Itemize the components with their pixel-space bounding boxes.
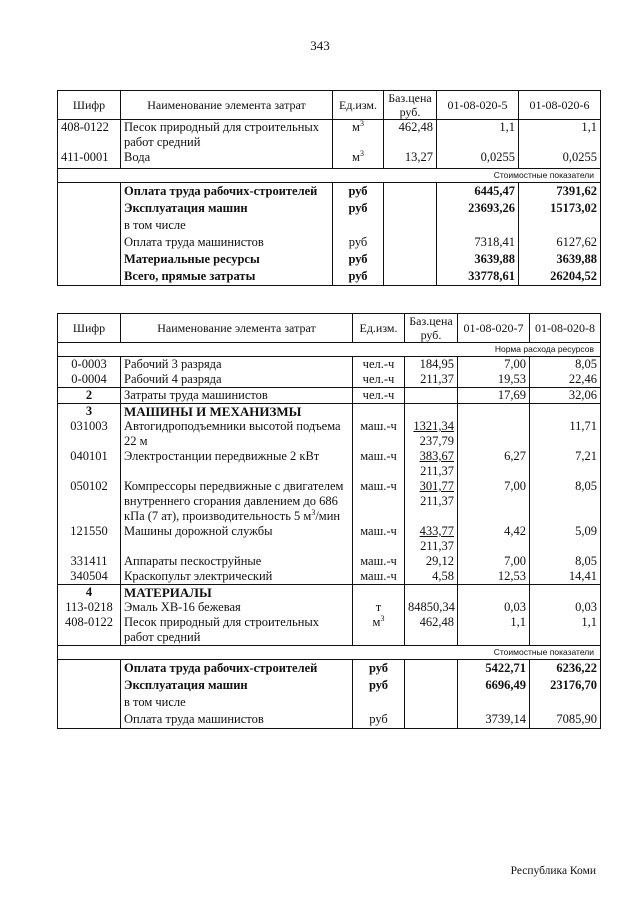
row-v1 [458, 419, 530, 449]
row-price: 84850,34 [405, 600, 458, 615]
row-unit: маш.-ч [353, 569, 405, 585]
summary-row [58, 694, 601, 711]
row-code: 113-0218 [58, 600, 121, 615]
summary-name: Оплата труда машинистов [121, 234, 333, 251]
summary-v1: 5422,71 [458, 660, 530, 678]
summary-v2: 6236,22 [530, 660, 601, 678]
row-v2: 8,05 [530, 554, 601, 569]
row-price [405, 479, 458, 524]
summary-row [58, 660, 601, 678]
summary-row [58, 234, 601, 251]
summary-v1: 3739,14 [458, 711, 530, 729]
header-code: Шифр [58, 91, 121, 120]
section-band [58, 343, 601, 357]
summary-v2: 7391,62 [519, 182, 601, 200]
row-v2: 1,1 [519, 120, 601, 151]
unit-sup: 3 [359, 119, 364, 128]
row-price: 462,48 [384, 120, 437, 151]
row-v1: 1,1 [458, 615, 530, 646]
summary-row [58, 200, 601, 217]
row-code: 411-0001 [58, 150, 121, 168]
summary-v2: 26204,52 [519, 268, 601, 286]
row-unit: маш.-ч [353, 419, 405, 449]
row-name [121, 479, 353, 524]
section-heading-row [58, 404, 601, 420]
summary-v2: 7085,90 [530, 711, 601, 729]
name-sup: 3 [311, 507, 316, 517]
row-price [405, 419, 458, 449]
row-code: 331411 [58, 554, 121, 569]
row-price: 211,37 [405, 372, 458, 388]
unit-sup: 3 [380, 615, 385, 623]
table-row [58, 615, 601, 646]
summary-unit: руб [333, 182, 384, 200]
row-code: 408-0122 [58, 120, 121, 151]
table-row [58, 554, 601, 569]
row-code: 121550 [58, 524, 121, 554]
row-unit [333, 120, 384, 151]
row-price: 4,58 [405, 569, 458, 585]
row-unit: маш.-ч [353, 524, 405, 554]
row-v1: 6,27 [458, 449, 530, 479]
row-unit: чел.-ч [353, 388, 405, 404]
header-unit: Ед.изм. [333, 91, 384, 120]
row-price [405, 388, 458, 404]
row-v1: 17,69 [458, 388, 530, 404]
row-v2: 22,46 [530, 372, 601, 388]
row-code: 4 [58, 585, 121, 601]
table-row [58, 120, 601, 151]
table-row [58, 419, 601, 449]
row-v2: 14,41 [530, 569, 601, 585]
table-row [58, 524, 601, 554]
header-name: Наименование элемента затрат [121, 91, 333, 120]
row-name: Машины дорожной службы [121, 524, 353, 554]
price-operator: 211,37 [420, 494, 454, 508]
summary-name: в том числе [121, 694, 353, 711]
summary-v2: 15173,02 [519, 200, 601, 217]
row-price: 13,27 [384, 150, 437, 168]
table-row [58, 150, 601, 168]
page-number: 343 [310, 38, 330, 53]
price-operator: 211,37 [420, 464, 454, 478]
section-title: МАТЕРИАЛЫ [121, 585, 353, 601]
summary-v1: 6445,47 [437, 182, 519, 200]
row-unit: маш.-ч [353, 479, 405, 524]
row-name: Рабочий 4 разряда [121, 372, 353, 388]
row-name: Электростанции передвижные 2 кВт [121, 449, 353, 479]
price-base: 433,77 [419, 524, 454, 538]
row-code: 031003 [58, 419, 121, 449]
row-code: 408-0122 [58, 615, 121, 646]
row-code: 2 [58, 388, 121, 404]
unit-text: м [352, 120, 360, 134]
summary-row [58, 268, 601, 286]
row-v2: 7,21 [530, 449, 601, 479]
row-name: Затраты труда машинистов [121, 388, 353, 404]
section-band [58, 646, 601, 660]
summary-unit: руб [353, 677, 405, 694]
summary-name: Оплата труда рабочих-строителей [121, 660, 353, 678]
band-label: Стоимостные показатели [58, 646, 601, 660]
row-name: Автогидроподъемники высотой подъема 22 м [121, 419, 353, 449]
name-tail: /мин [315, 509, 341, 523]
summary-v2: 6127,62 [519, 234, 601, 251]
row-v1: 7,00 [458, 479, 530, 524]
table-row [58, 372, 601, 388]
price-operator: 237,79 [419, 434, 454, 448]
summary-row [58, 677, 601, 694]
row-v2: 5,09 [530, 524, 601, 554]
cost-table-2 [57, 313, 601, 729]
row-v2: 0,0255 [519, 150, 601, 168]
summary-name: Оплата труда машинистов [121, 711, 353, 729]
row-v1: 0,03 [458, 600, 530, 615]
row-unit [333, 150, 384, 168]
table-row [58, 479, 601, 524]
unit-text: м [352, 150, 360, 164]
row-code: 0-0004 [58, 372, 121, 388]
price-base: 301,77 [419, 479, 454, 493]
row-v1: 19,53 [458, 372, 530, 388]
table-header [58, 91, 601, 120]
summary-name: в том числе [121, 217, 333, 234]
row-code: 040101 [58, 449, 121, 479]
name-text: Компрессоры передвижные с двигателем внутреннего сгорания давлением до 686 кПа (7 ат), производительность 5 м [124, 479, 344, 523]
row-unit: т [353, 600, 405, 615]
unit-sup: 3 [359, 150, 364, 158]
table-row [58, 449, 601, 479]
header-code: Шифр [58, 314, 121, 343]
summary-v1: 7318,41 [437, 234, 519, 251]
row-price: 29,12 [405, 554, 458, 569]
summary-v1: 6696,49 [458, 677, 530, 694]
section-title: МАШИНЫ И МЕХАНИЗМЫ [121, 404, 353, 420]
band-label: Норма расхода ресурсов [58, 343, 601, 357]
row-unit: чел.-ч [353, 372, 405, 388]
table-row [58, 357, 601, 373]
row-code: 050102 [58, 479, 121, 524]
row-name: Эмаль ХВ-16 бежевая [121, 600, 353, 615]
row-v1: 1,1 [437, 120, 519, 151]
row-unit: маш.-ч [353, 449, 405, 479]
header-unit: Ед.изм. [353, 314, 405, 343]
row-v1: 0,0255 [437, 150, 519, 168]
summary-name: Материальные ресурсы [121, 251, 333, 268]
price-operator: 211,37 [420, 539, 454, 553]
summary-row [58, 182, 601, 200]
section-band [58, 168, 601, 182]
summary-v1: 23693,26 [437, 200, 519, 217]
band-label: Стоимостные показатели [58, 168, 601, 182]
summary-v1: 3639,88 [437, 251, 519, 268]
row-name: Рабочий 3 разряда [121, 357, 353, 373]
summary-row [58, 217, 601, 234]
summary-name: Всего, прямые затраты [121, 268, 333, 286]
summary-unit: руб [353, 711, 405, 729]
header-name: Наименование элемента затрат [121, 314, 353, 343]
header-price: Баз.цена руб. [384, 91, 437, 120]
summary-unit: руб [333, 200, 384, 217]
row-name: Аппараты пескоструйные [121, 554, 353, 569]
summary-unit: руб [333, 251, 384, 268]
row-v2: 8,05 [530, 357, 601, 373]
table-row [58, 569, 601, 585]
row-name: Краскопульт электрический [121, 569, 353, 585]
header-price: Баз.цена руб. [405, 314, 458, 343]
row-price [405, 524, 458, 554]
header-col2: 01-08-020-8 [530, 314, 601, 343]
summary-unit: руб [333, 268, 384, 286]
row-unit: чел.-ч [353, 357, 405, 373]
row-price: 184,95 [405, 357, 458, 373]
row-v1: 12,53 [458, 569, 530, 585]
summary-name: Оплата труда рабочих-строителей [121, 182, 333, 200]
row-code: 340504 [58, 569, 121, 585]
row-price [405, 449, 458, 479]
summary-row [58, 711, 601, 729]
cost-table-1 [57, 90, 601, 286]
row-unit [353, 615, 405, 646]
row-name: Песок природный для строительных работ средний [121, 615, 353, 646]
price-base: 1321,34 [413, 419, 454, 433]
table-row [58, 600, 601, 615]
row-v1: 7,00 [458, 357, 530, 373]
summary-name: Эксплуатация машин [121, 200, 333, 217]
section-heading-row [58, 585, 601, 601]
row-v2: 0,03 [530, 600, 601, 615]
header-col2: 01-08-020-6 [519, 91, 601, 120]
row-code: 0-0003 [58, 357, 121, 373]
row-name: Вода [121, 150, 333, 168]
row-v1: 7,00 [458, 554, 530, 569]
header-col1: 01-08-020-5 [437, 91, 519, 120]
summary-v2: 3639,88 [519, 251, 601, 268]
row-v2: 32,06 [530, 388, 601, 404]
header-col1: 01-08-020-7 [458, 314, 530, 343]
row-code: 3 [58, 404, 121, 420]
unit-text: м [372, 615, 381, 629]
table-header [58, 314, 601, 343]
summary-name: Эксплуатация машин [121, 677, 353, 694]
row-v1: 4,42 [458, 524, 530, 554]
table-row [58, 388, 601, 404]
row-price: 462,48 [405, 615, 458, 646]
row-v2: 11,71 [530, 419, 601, 449]
summary-unit: руб [333, 234, 384, 251]
summary-v1: 33778,61 [437, 268, 519, 286]
row-v2: 8,05 [530, 479, 601, 524]
summary-v2: 23176,70 [530, 677, 601, 694]
price-base: 383,67 [419, 449, 454, 463]
row-v2: 1,1 [530, 615, 601, 646]
summary-unit: руб [353, 660, 405, 678]
summary-row [58, 251, 601, 268]
footer-region: Республика Коми [510, 865, 596, 877]
row-unit: маш.-ч [353, 554, 405, 569]
row-name: Песок природный для строительных работ средний [121, 120, 333, 151]
